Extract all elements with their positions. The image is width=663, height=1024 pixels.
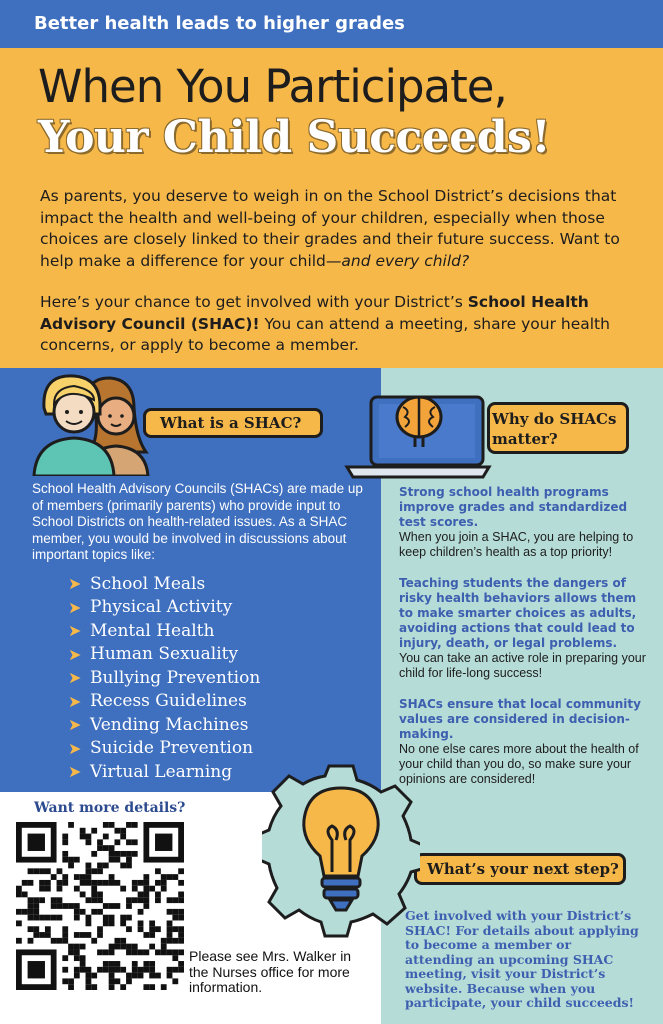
brain-laptop-icon bbox=[343, 389, 493, 484]
topic-item bbox=[68, 760, 260, 784]
headline-line2: Your Child Succeeds! bbox=[38, 112, 551, 163]
arrow-icon: ➤ bbox=[68, 691, 82, 711]
intro-paragraph-1: As parents, you deserve to weigh in on the School District’s decisions that impact the health and well-being of your children, especially when those choices are closely linked to their grades and their future success. Want to help make a difference for your child—and every child? bbox=[40, 187, 620, 270]
hero-section bbox=[0, 48, 663, 368]
next-step-heading: What’s your next step? bbox=[414, 853, 626, 885]
topic-item bbox=[68, 713, 260, 737]
arrow-icon: ➤ bbox=[68, 597, 82, 617]
arrow-icon: ➤ bbox=[68, 715, 82, 735]
topics-list bbox=[68, 572, 260, 784]
arrow-icon: ➤ bbox=[68, 644, 82, 664]
topic-label: Virtual Learning bbox=[90, 761, 233, 782]
topic-label: Suicide Prevention bbox=[90, 738, 254, 759]
topic-label: Vending Machines bbox=[90, 714, 249, 735]
why-block-body: When you join a SHAC, you are helping to keep children’s health as a top priority! bbox=[399, 530, 634, 559]
arrow-icon: ➤ bbox=[68, 738, 82, 758]
topic-item bbox=[68, 666, 260, 690]
arrow-icon: ➤ bbox=[68, 621, 82, 641]
topic-item bbox=[68, 619, 260, 643]
arrow-icon: ➤ bbox=[68, 574, 82, 594]
topic-item bbox=[68, 737, 260, 761]
why-block bbox=[399, 576, 654, 681]
why-block-headline: Strong school health programs improve grades and standardized test scores. bbox=[399, 485, 628, 529]
headline-line1: When You Participate, bbox=[38, 60, 507, 113]
qr-code-icon[interactable] bbox=[16, 822, 184, 990]
intro-paragraph-2: Here’s your chance to get involved with your District’s School Health Advisory Council (SHAC)! You can attend a meeting, share your health concerns, or apply to become a member. bbox=[40, 293, 610, 354]
topic-item bbox=[68, 572, 260, 596]
topic-label: School Meals bbox=[90, 573, 206, 594]
why-block bbox=[399, 697, 654, 787]
why-blocks bbox=[399, 485, 654, 803]
top-banner bbox=[0, 0, 663, 48]
topic-label: Human Sexuality bbox=[90, 644, 239, 665]
why-block-body: You can take an active role in preparing your child for life-long success! bbox=[399, 651, 646, 680]
what-is-shac-heading: What is a SHAC? bbox=[143, 408, 323, 438]
shac-description: School Health Advisory Councils (SHACs) are made up of members (primarily parents) who provide input to School Districts on health-related issues. As a SHAC member, you would be involved in discussions about important topics like: bbox=[32, 481, 363, 562]
topic-item bbox=[68, 643, 260, 667]
topic-label: Recess Guidelines bbox=[90, 691, 247, 712]
why-block-body: No one else cares more about the health of your child than you do, so make sure your opinions are considered! bbox=[399, 742, 639, 786]
why-block bbox=[399, 485, 654, 560]
more-details-title: Want more details? bbox=[34, 800, 186, 816]
why-block-headline: Teaching students the dangers of risky health behaviors allows them to make smarter choices as adults, avoiding actions that could lead to injury, death, or legal problems. bbox=[399, 576, 637, 650]
why-block-headline: SHACs ensure that local community values are considered in decision-making. bbox=[399, 697, 641, 741]
arrow-icon: ➤ bbox=[68, 762, 82, 782]
intro-text bbox=[40, 186, 630, 357]
why-shacs-heading: Why do SHACs matter? bbox=[487, 402, 629, 454]
topic-item bbox=[68, 690, 260, 714]
topic-label: Physical Activity bbox=[90, 597, 233, 618]
topic-item bbox=[68, 596, 260, 620]
lightbulb-gear-icon bbox=[262, 760, 420, 940]
parents-icon bbox=[28, 368, 158, 476]
contact-info: Please see Mrs. Walker in the Nurses office for more information. bbox=[189, 948, 352, 995]
next-step-body: Get involved with your District’s SHAC! For details about applying to become a member or attending an upcoming SHAC meeting, visit your District’s website. Because when you participate, your child succeeds! bbox=[405, 908, 639, 1010]
arrow-icon: ➤ bbox=[68, 668, 82, 688]
topic-label: Bullying Prevention bbox=[90, 667, 261, 688]
tagline: Better health leads to higher grades bbox=[34, 13, 405, 34]
topic-label: Mental Health bbox=[90, 620, 215, 641]
